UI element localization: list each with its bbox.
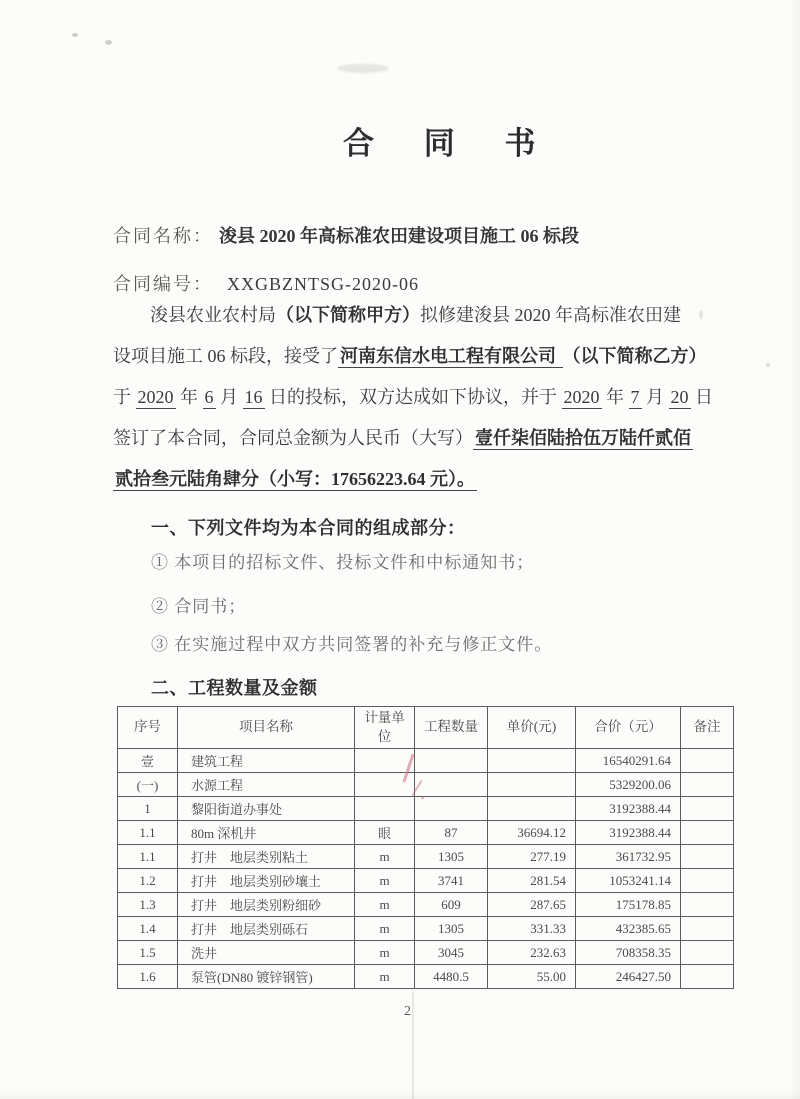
underlined-text: 2020 [563,387,600,407]
table-header-cell: 单价(元) [488,707,576,749]
table-cell: 1.2 [118,869,178,893]
page-number: 2 [404,1004,411,1019]
contract-name-line [113,222,579,248]
paragraph-line [113,377,753,418]
underlined-text: 2020 [137,387,174,407]
table-cell: m [355,917,415,941]
text-segment: 日 [690,387,713,407]
paragraph-line [113,295,753,336]
scan-shadow-bottom [0,1090,800,1099]
table-cell: 3192388.44 [576,821,681,845]
table-cell [681,893,734,917]
text-segment: 年 [601,387,629,407]
table-cell [681,965,734,989]
section1-heading: 一、下列文件均为本合同的组成部分： [151,518,466,538]
table-row [118,821,734,845]
table-cell: 16540291.64 [576,749,681,773]
contract-paragraph [113,295,753,500]
section2-heading: 二、工程数量及金额 [151,678,318,698]
list-item-2: ② 合同书； [151,597,247,616]
table-cell: 609 [415,893,488,917]
text-segment: 于 [113,387,136,407]
table-row [118,797,734,821]
table-row [118,869,734,893]
table-cell: 打井 地层类别粉细砂 [178,893,355,917]
quantities-table [117,706,734,989]
table-cell [681,941,734,965]
table-cell [488,749,576,773]
text-segment: （以下简称乙方） [562,346,707,366]
contract-number-line [113,270,419,296]
underlined-text: 贰拾叁元陆角肆分（小写：17656223.64 元）。 [115,469,475,489]
table-cell: m [355,869,415,893]
table-cell: 泵管(DN80 镀锌钢管) [178,965,355,989]
table-cell [681,869,734,893]
underlined-text: 20 [670,387,689,407]
table-cell: 175178.85 [576,893,681,917]
table-row [118,917,734,941]
scan-speck [766,363,770,367]
scan-speck [105,40,112,45]
table-cell: 1.4 [118,917,178,941]
table-cell: 87 [415,821,488,845]
table-cell: 水源工程 [178,773,355,797]
table-cell: 1.3 [118,893,178,917]
table-cell [681,749,734,773]
table-head [118,707,734,749]
table-cell [488,773,576,797]
table-cell: 1.1 [118,821,178,845]
table-cell: 5329200.06 [576,773,681,797]
table-cell: 80m 深机井 [178,821,355,845]
text-segment: 日的投标，双方达成如下协议，并于 [264,387,562,407]
table-body [118,749,734,989]
table-cell [488,797,576,821]
table-cell: 246427.50 [576,965,681,989]
table-cell: 壹 [118,749,178,773]
table-row [118,941,734,965]
table-cell: 1053241.14 [576,869,681,893]
table-cell: 建筑工程 [178,749,355,773]
underlined-text: 7 [630,387,640,407]
table-cell: (一) [118,773,178,797]
table-header-cell: 序号 [118,707,178,749]
text-segment: 年 [175,387,203,407]
table-cell: 277.19 [488,845,576,869]
table-cell: 黎阳街道办事处 [178,797,355,821]
table-cell: 432385.65 [576,917,681,941]
table-cell [415,773,488,797]
table-cell: 3741 [415,869,488,893]
underlined-text: 河南东信水电工程有限公司 [340,346,561,366]
table-cell: 1.6 [118,965,178,989]
table-cell: m [355,941,415,965]
table-cell: 36694.12 [488,821,576,845]
table-cell [355,797,415,821]
scan-speck [72,33,78,37]
table-header-cell: 备注 [681,707,734,749]
table-cell: m [355,893,415,917]
page-title: 合 同 书 [343,126,557,161]
table-cell: 3192388.44 [576,797,681,821]
table-cell: m [355,845,415,869]
paragraph-line [113,336,753,377]
table-header-row [118,707,734,749]
contract-name-label: 合同名称： [113,226,213,246]
table-row [118,845,734,869]
list-item-1: ① 本项目的招标文件、投标文件和中标通知书； [151,553,535,572]
table-header-cell: 计量单位 [355,707,415,749]
table-cell: 1305 [415,845,488,869]
table-cell: 打井 地层类别粘土 [178,845,355,869]
table-cell: 眼 [355,821,415,845]
text-segment: 签订了本合同，合同总金额为人民币（大写） [113,428,473,448]
list-item-3: ③ 在实施过程中双方共同签署的补充与修正文件。 [151,635,553,654]
text-segment: 月 [641,387,669,407]
table-cell: 55.00 [488,965,576,989]
table-cell: 708358.35 [576,941,681,965]
table-cell [681,797,734,821]
table-cell: m [355,965,415,989]
quantities-table-wrap [117,706,734,989]
table-cell [681,821,734,845]
table-cell: 1.1 [118,845,178,869]
table-cell [681,845,734,869]
underlined-text: 16 [244,387,263,407]
table-header-cell: 项目名称 [178,707,355,749]
paragraph-line [113,459,753,500]
table-cell [415,749,488,773]
table-cell: 1 [118,797,178,821]
table-cell: 1.5 [118,941,178,965]
table-cell: 361732.95 [576,845,681,869]
text-segment: 设项目施工 06 标段，接受了 [113,346,338,366]
table-cell: 打井 地层类别砂壤土 [178,869,355,893]
table-cell: 281.54 [488,869,576,893]
table-cell [681,773,734,797]
table-cell: 3045 [415,941,488,965]
scan-shadow-right [790,0,800,1099]
underlined-text: 壹仟柒佰陆拾伍万陆仟贰佰 [475,428,691,448]
table-row [118,965,734,989]
table-cell: 232.63 [488,941,576,965]
table-cell: 4480.5 [415,965,488,989]
contract-number-value: XXGBZNTSG-2020-06 [227,274,419,294]
table-cell: 1305 [415,917,488,941]
paragraph-line [113,418,753,459]
text-segment: 浚县农业农村局 [150,305,276,325]
text-segment: 拟修建浚县 2020 年高标准农田建 [420,305,681,325]
scan-smudge [337,64,389,73]
text-segment: 月 [215,387,243,407]
scan-crease [412,992,414,1099]
table-cell [355,749,415,773]
table-cell [415,797,488,821]
table-cell: 洗井 [178,941,355,965]
table-header-cell: 工程数量 [415,707,488,749]
table-header-cell: 合价（元） [576,707,681,749]
table-cell [355,773,415,797]
table-row [118,773,734,797]
contract-name-value: 浚县 2020 年高标准农田建设项目施工 06 标段 [219,226,579,246]
table-cell: 331.33 [488,917,576,941]
contract-number-label: 合同编号： [113,274,213,294]
table-cell: 打井 地层类别砾石 [178,917,355,941]
table-cell [681,917,734,941]
table-cell: 287.65 [488,893,576,917]
table-row [118,749,734,773]
underlined-text: 6 [204,387,214,407]
text-segment: （以下简称甲方） [276,305,420,325]
table-row [118,893,734,917]
